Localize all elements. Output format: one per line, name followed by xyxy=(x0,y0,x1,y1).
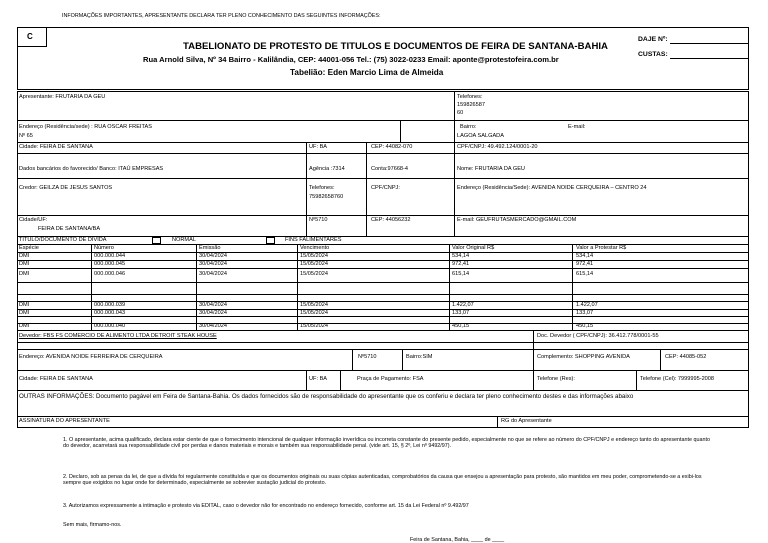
credor: Credor: GEILZA DE JESUS SANTOS xyxy=(19,185,113,191)
cell-numero: 000.000.040 xyxy=(94,323,126,329)
cell-vencimento: 15/05/2024 xyxy=(300,261,328,267)
col-especie: Espécie xyxy=(19,245,39,251)
telefone-res: Telefone (Res): xyxy=(537,376,575,382)
cell-vencimento: 15/05/2024 xyxy=(300,271,328,277)
cell-valor-protestar: 534,14 xyxy=(576,253,594,259)
cell-especie: DMI xyxy=(19,261,30,267)
credor-numero: Nº5710 xyxy=(309,217,328,223)
endereco-numero: Nº 65 xyxy=(19,133,33,139)
custas-field[interactable] xyxy=(670,58,748,59)
credor-cep: CEP: 44056232 xyxy=(371,217,411,223)
cell-valor-original: 450,15 xyxy=(452,323,470,329)
declaration-2: 2. Declaro, sob as penas da lei, de que a dívida foi regularmente constituída e que os documentos originais ou suas cópias autenticadas, comprobatórios da causa que ensejou a apresentação para protesto, são mantidos em meu poder, comprometendo-se a exibi-los sempre que exigidos no lugar onde for determinado, especialmente se sobrevier sustação judicial do protesto. xyxy=(63,474,702,487)
col-emissao: Emissão xyxy=(199,245,221,251)
uf: UF: BA xyxy=(309,144,328,150)
cell-valor-original: 534,14 xyxy=(452,253,470,259)
cell-valor-protestar: 972,41 xyxy=(576,261,594,267)
bairro-label: Bairro: xyxy=(460,124,477,130)
conta: Conta:97668-4 xyxy=(371,166,409,172)
cell-emissao: 30/04/2024 xyxy=(199,253,227,259)
daje-field[interactable] xyxy=(670,43,748,44)
cpf-cnpj: CPF/CNPJ: 49.492.124/0001-20 xyxy=(457,144,538,150)
credor-endereco: Endereço (Residência/Sede): AVENIDA NOIDE CERQUEIRA – CENTRO 24 xyxy=(457,185,647,191)
letter-c: C xyxy=(27,32,33,41)
cell-valor-original: 133,07 xyxy=(452,310,470,316)
devedor-uf: UF: BA xyxy=(309,376,328,382)
cell-especie: DMI xyxy=(19,323,30,329)
declaration-1: 1. O apresentante, acima qualificado, declara estar ciente de que o fornecimento intencional de qualquer informação inverídica ou incorreta constante do presente pedido, especialmente no que se refere ao número do CPF/CNPJ e endereço tanto do apresentante quanto do devedor, acarretará sua responsabilidade civil por perdas e danos materiais e morais e também sua responsabilidade penal. (vide art. 15, § 2º, Lei nº 9492/97). xyxy=(63,437,710,450)
praca-pagamento: Praça de Pagamento: FSA xyxy=(357,376,424,382)
cep: CEP: 44082-070 xyxy=(371,144,413,150)
cell-especie: DMI xyxy=(19,253,30,259)
nome-favorecido: Nome: FRUTARIA DA GEU xyxy=(457,166,525,172)
normal-checkbox[interactable] xyxy=(152,237,161,244)
declaration-3: 3. Autorizamos expressamente a intimação e protesto via EDITAL, caso o devedor não for encontrado no endereço fornecido, conforme art. 15 da Lei Federal nº 9.492/97 xyxy=(63,503,469,509)
cell-emissao: 30/04/2024 xyxy=(199,310,227,316)
endereco: Endereço (Residência/sede) : RUA OSCAR FREITAS xyxy=(19,124,152,130)
credor-email: E-mail: GEUFRUTASMERCADO@GMAIL.COM xyxy=(457,217,577,223)
top-notice: INFORMAÇÕES IMPORTANTES, APRESENTANTE DECLARA TER PLENO CONHECIMENTO DAS SEGUINTES INFORMAÇÕES: xyxy=(62,13,381,19)
cell-numero: 000.000.043 xyxy=(94,310,126,316)
agencia: Agência :7314 xyxy=(309,166,345,172)
devedor-complemento: Complemento: SHOPPING AVENIDA xyxy=(537,354,630,360)
titulo-label: TÍTULO/DOCUMENTO DE DÍVIDA xyxy=(19,237,107,243)
bairro-value: LAGOA SALGADA xyxy=(457,133,504,139)
cell-vencimento: 15/05/2024 xyxy=(300,323,328,329)
cell-vencimento: 15/05/2024 xyxy=(300,310,328,316)
credor-cpf: CPF/CNPJ: xyxy=(371,185,400,191)
telefone-cel: Telefone (Cel): 7999995-2008 xyxy=(640,376,715,382)
cell-numero: 000.000.039 xyxy=(94,302,126,308)
custas-label: CUSTAS: xyxy=(638,51,668,58)
fins-falimentares-checkbox[interactable] xyxy=(266,237,275,244)
cell-especie: DMI xyxy=(19,302,30,308)
devedor-cidade: Cidade: FEIRA DE SANTANA xyxy=(19,376,93,382)
col-valor-original: Valor Original R$ xyxy=(452,245,495,251)
page-title: TABELIONATO DE PROTESTO DE TITULOS E DOCUMENTOS DE FEIRA DE SANTANA-BAHIA xyxy=(183,41,608,52)
cidade-uf-value: FEIRA DE SANTANA/BA xyxy=(38,226,101,232)
tabelionato-address: Rua Arnold Silva, Nº 34 Bairro - Kalilândia, CEP: 44001-056 Tel.: (75) 3022-0233 Email: aponte@protestofeira.com.br xyxy=(143,55,559,64)
outras-informacoes: OUTRAS INFORMAÇÕES: Documento pagável em Feira de Santana-Bahia. Os dados fornecidos são de responsabilidade do apresentante que os conferiu e declara ter pleno conhecimento destes e das informações abaixo xyxy=(19,393,634,400)
cell-valor-protestar: 450,15 xyxy=(576,323,594,329)
cell-valor-original: 972,41 xyxy=(452,261,470,267)
cell-emissao: 30/04/2024 xyxy=(199,271,227,277)
cell-emissao: 30/04/2024 xyxy=(199,261,227,267)
cell-especie: DMI xyxy=(19,271,30,277)
devedor-bairro: Bairro:SIM xyxy=(406,354,433,360)
assinatura-label: ASSINATURA DO APRESENTANTE xyxy=(19,418,110,424)
telefones-label: Telefones: xyxy=(457,94,483,100)
daje-label: DAJE Nº: xyxy=(638,36,668,43)
devedor-cep: CEP: 44085-052 xyxy=(665,354,707,360)
cell-especie: DMI xyxy=(19,310,30,316)
devedor-numero: Nº5710 xyxy=(358,354,377,360)
email-label: E-mail: xyxy=(568,124,586,130)
cell-valor-protestar: 1.422,07 xyxy=(576,302,598,308)
fins-falimentares-label: FINS FALIMENTARES xyxy=(285,237,342,243)
credor-telefones-label: Telefones: xyxy=(309,185,335,191)
cell-emissao: 30/04/2024 xyxy=(199,323,227,329)
footer-date-partial: Feira de Santana, Bahia, ____ de ____ xyxy=(410,537,505,543)
credor-telefones-value: 75982658760 xyxy=(309,194,344,200)
cell-valor-original: 615,14 xyxy=(452,271,470,277)
col-valor-protestar: Valor a Protestar R$ xyxy=(576,245,627,251)
cell-numero: 000.000.044 xyxy=(94,253,126,259)
apresentante: Apresentante: FRUTARIA DA GEU xyxy=(19,94,106,100)
cell-numero: 000.000.045 xyxy=(94,261,126,267)
telefones-value-2: 60 xyxy=(457,110,464,116)
cell-valor-protestar: 615,14 xyxy=(576,271,594,277)
cell-vencimento: 15/05/2024 xyxy=(300,253,328,259)
devedor-endereco: Endereço: AVENIDA NOIDE FERREIRA DE CERQUEIRA xyxy=(19,354,163,360)
cell-emissao: 30/04/2024 xyxy=(199,302,227,308)
doc-devedor: Doc. Devedor ( CPF/CNPJ): 36.412.778/0001-55 xyxy=(537,333,659,339)
cell-numero: 000.000.046 xyxy=(94,271,126,277)
dados-bancarios: Dados bancários do favorecido/ Banco: ITAÚ EMPRESAS xyxy=(19,166,164,172)
closing-line: Sem mais, firmamo-nos. xyxy=(63,522,122,528)
devedor: Devedor: FBS FS COMERCIO DE ALIMENTO LTDA DETROIT STEAK HOUSE xyxy=(19,333,217,339)
col-numero: Número xyxy=(94,245,114,251)
normal-label: NORMAL xyxy=(172,237,196,243)
tabeliao-name: Tabelião: Eden Marcio Lima de Almeida xyxy=(290,68,444,77)
cidade: Cidade: FEIRA DE SANTANA xyxy=(19,144,93,150)
cell-valor-original: 1.422,07 xyxy=(452,302,474,308)
rg-label: RG do Apresentante xyxy=(501,418,552,424)
cell-valor-protestar: 133,07 xyxy=(576,310,594,316)
cell-vencimento: 15/05/2024 xyxy=(300,302,328,308)
telefones-value: 159826587 xyxy=(457,102,485,108)
cidade-uf-label: Cidade/UF: xyxy=(19,217,48,223)
col-vencimento: Vencimento xyxy=(300,245,330,251)
